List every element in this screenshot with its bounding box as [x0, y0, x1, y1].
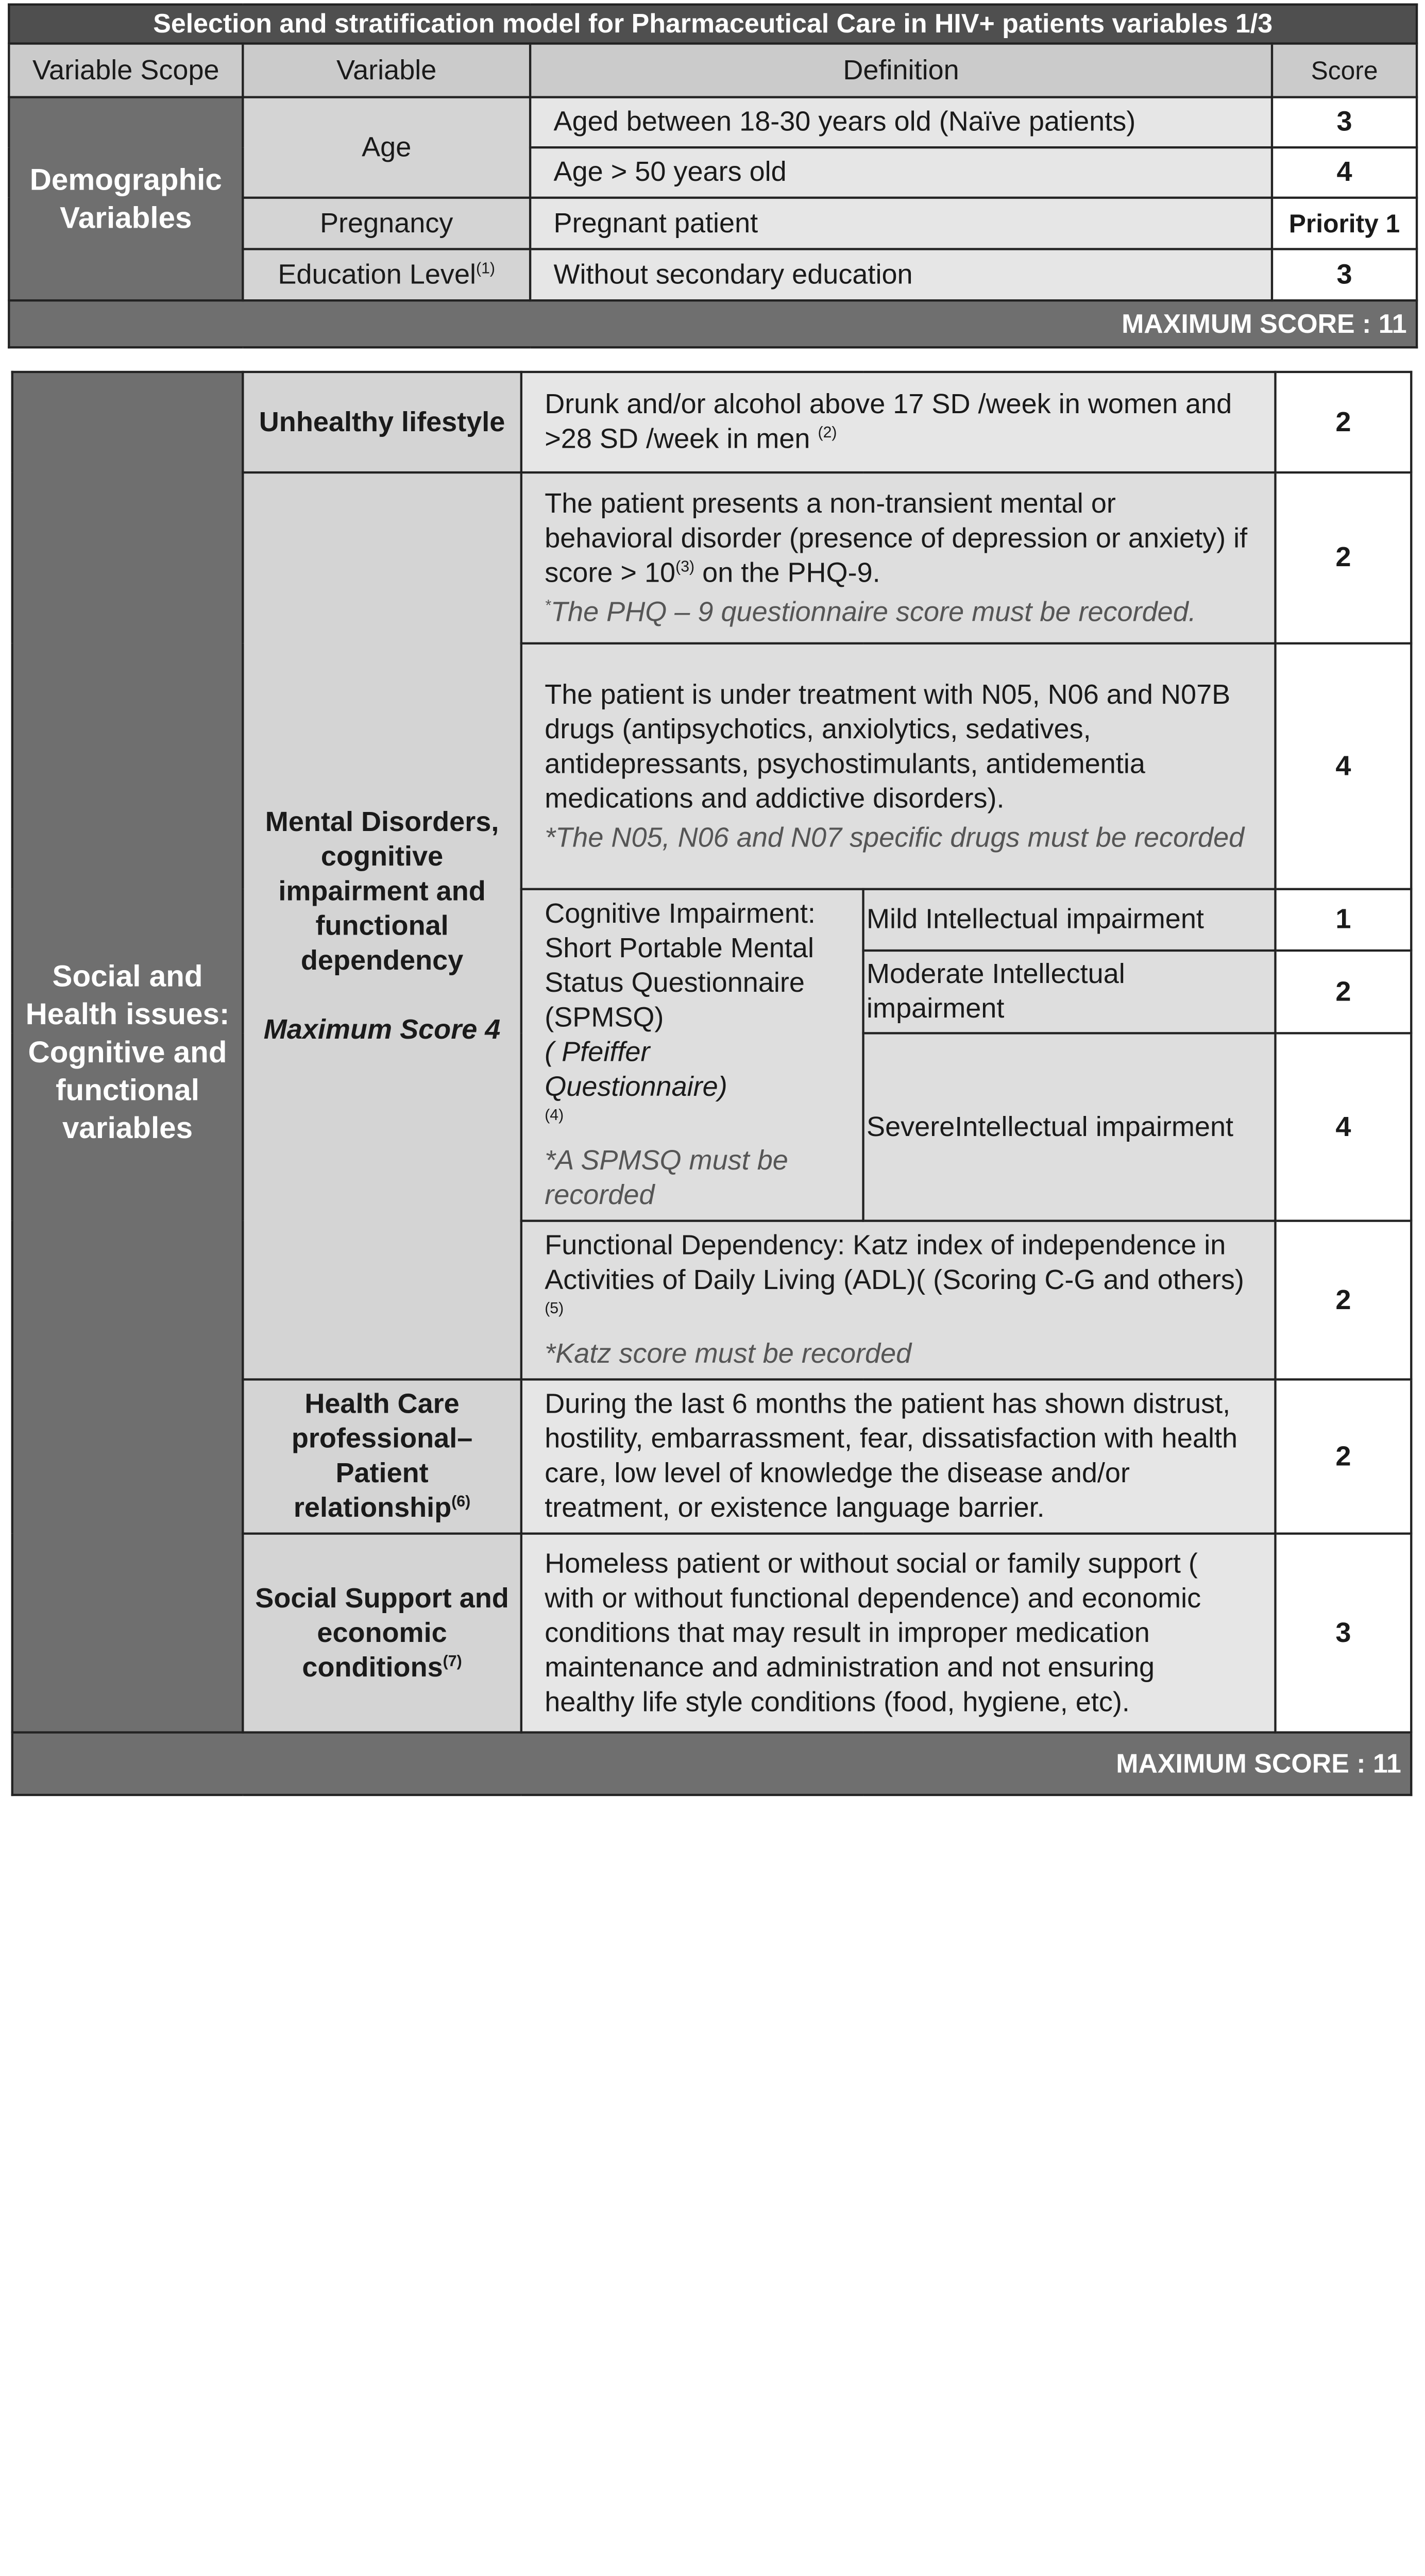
score-education: 3	[1272, 249, 1417, 300]
mental-max-score: Maximum Score 4	[263, 1013, 501, 1045]
cognitive-level-mild: Mild Intellectual impairment	[863, 889, 1276, 951]
education-label: Education Level	[278, 258, 477, 290]
katz-note: *Katz score must be recorded	[545, 1338, 912, 1369]
score-phq9: 2	[1275, 472, 1411, 643]
phq-text-a: The patient presents a non-transient mental or behavioral disorder (presence of depression or anxiety) if score > 10	[545, 487, 1248, 588]
phq-note-star: *	[545, 595, 551, 614]
phq-note-text: The PHQ – 9 questionnaire score must be recorded.	[551, 596, 1196, 628]
education-footnote: (1)	[476, 258, 496, 276]
phq-text-b: on the PHQ-9.	[694, 556, 880, 588]
ss-label: Social Support and economic conditions	[255, 1582, 509, 1683]
definition-phq9	[521, 472, 1276, 643]
variable-age: Age	[243, 97, 530, 198]
score-age-50: 4	[1272, 147, 1417, 198]
variable-mental-disorders	[243, 472, 521, 1379]
score-pregnancy: Priority 1	[1272, 198, 1417, 249]
ss-footnote: (7)	[443, 1651, 462, 1669]
variable-pregnancy: Pregnancy	[243, 198, 530, 249]
definition-lifestyle	[521, 372, 1276, 472]
definition-katz	[521, 1221, 1276, 1380]
score-cognitive-moderate: 2	[1275, 950, 1411, 1033]
demographic-table	[8, 4, 1418, 349]
score-lifestyle: 2	[1275, 372, 1411, 472]
social-maximum-score: MAXIMUM SCORE : 11	[12, 1733, 1411, 1795]
drugs-note: *The N05, N06 and N07 specific drugs must be recorded	[545, 821, 1245, 853]
cog-pfeiffer: ( Pfeiffer Questionnaire)	[545, 1036, 727, 1103]
score-cognitive-severe: 4	[1275, 1033, 1411, 1221]
table-title: Selection and stratification model for Pharmaceutical Care in HIV+ patients variables 1/3	[9, 5, 1417, 44]
drugs-text: The patient is under treatment with N05, N06 and N07B drugs (antipsychotics, anxiolytics, sedatives, antidepressants, psychostimulants, antidementia medications and addictive disorders).	[545, 679, 1231, 814]
header-definition: Definition	[530, 44, 1272, 97]
social-health-table	[11, 371, 1413, 1796]
header-variable: Variable	[243, 44, 530, 97]
demographic-maximum-score: MAXIMUM SCORE : 11	[9, 300, 1417, 347]
katz-footnote: (5)	[545, 1298, 564, 1317]
header-score: Score	[1272, 44, 1417, 97]
variable-hcp-relationship	[243, 1379, 521, 1533]
katz-text: Functional Dependency: Katz index of independence in Activities of Daily Living (ADL)( (Scoring C-G and others)	[545, 1229, 1244, 1296]
phq-footnote: (3)	[675, 556, 695, 574]
hcp-label: Health Care professional– Patient relationship	[291, 1388, 473, 1524]
lifestyle-footnote: (2)	[818, 422, 837, 441]
score-katz: 2	[1275, 1221, 1411, 1380]
score-hcp: 2	[1275, 1379, 1411, 1533]
score-drugs: 4	[1275, 643, 1411, 889]
variable-unhealthy-lifestyle: Unhealthy lifestyle	[243, 372, 521, 472]
definition-cognitive-impairment	[521, 889, 863, 1221]
definition-age-18-30: Aged between 18-30 years old (Naïve patients)	[530, 97, 1272, 148]
phq-note	[545, 595, 1252, 629]
cognitive-level-severe: SevereIntellectual impairment	[863, 1033, 1276, 1221]
hcp-footnote: (6)	[451, 1492, 471, 1510]
cog-text: Cognitive Impairment: Short Portable Mental Status Questionnaire (SPMSQ)	[545, 898, 816, 1033]
definition-pregnancy: Pregnant patient	[530, 198, 1272, 249]
score-social-support: 3	[1275, 1534, 1411, 1733]
cog-footnote: (4)	[545, 1105, 564, 1124]
header-variable-scope: Variable Scope	[9, 44, 243, 97]
lifestyle-text: Drunk and/or alcohol above 17 SD /week in women and >28 SD /week in men	[545, 388, 1232, 455]
scope-social-health: Social and Health issues: Cognitive and functional variables	[12, 372, 243, 1733]
variable-social-support	[243, 1534, 521, 1733]
definition-age-50: Age > 50 years old	[530, 147, 1272, 198]
definition-social-support: Homeless patient or without social or family support ( with or without functional dependence) and economic conditions that may result in improper medication maintenance and administration and not ensuring healthy life style conditions (food, hygiene, etc).	[521, 1534, 1276, 1733]
cognitive-level-moderate: Moderate Intellectual impairment	[863, 950, 1276, 1033]
cog-note: *A SPMSQ must be recorded	[545, 1145, 788, 1211]
definition-hcp: During the last 6 months the patient has shown distrust, hostility, embarrassment, fear, dissatisfaction with health care, low level of knowledge the disease and/or treatment, or existence language barrier.	[521, 1379, 1276, 1533]
definition-education: Without secondary education	[530, 249, 1272, 300]
score-cognitive-mild: 1	[1275, 889, 1411, 951]
variable-education-level	[243, 249, 530, 300]
definition-drugs	[521, 643, 1276, 889]
mental-label: Mental Disorders, cognitive impairment and functional dependency	[265, 806, 499, 976]
score-age-18-30: 3	[1272, 97, 1417, 148]
scope-demographic: Demographic Variables	[9, 97, 243, 301]
